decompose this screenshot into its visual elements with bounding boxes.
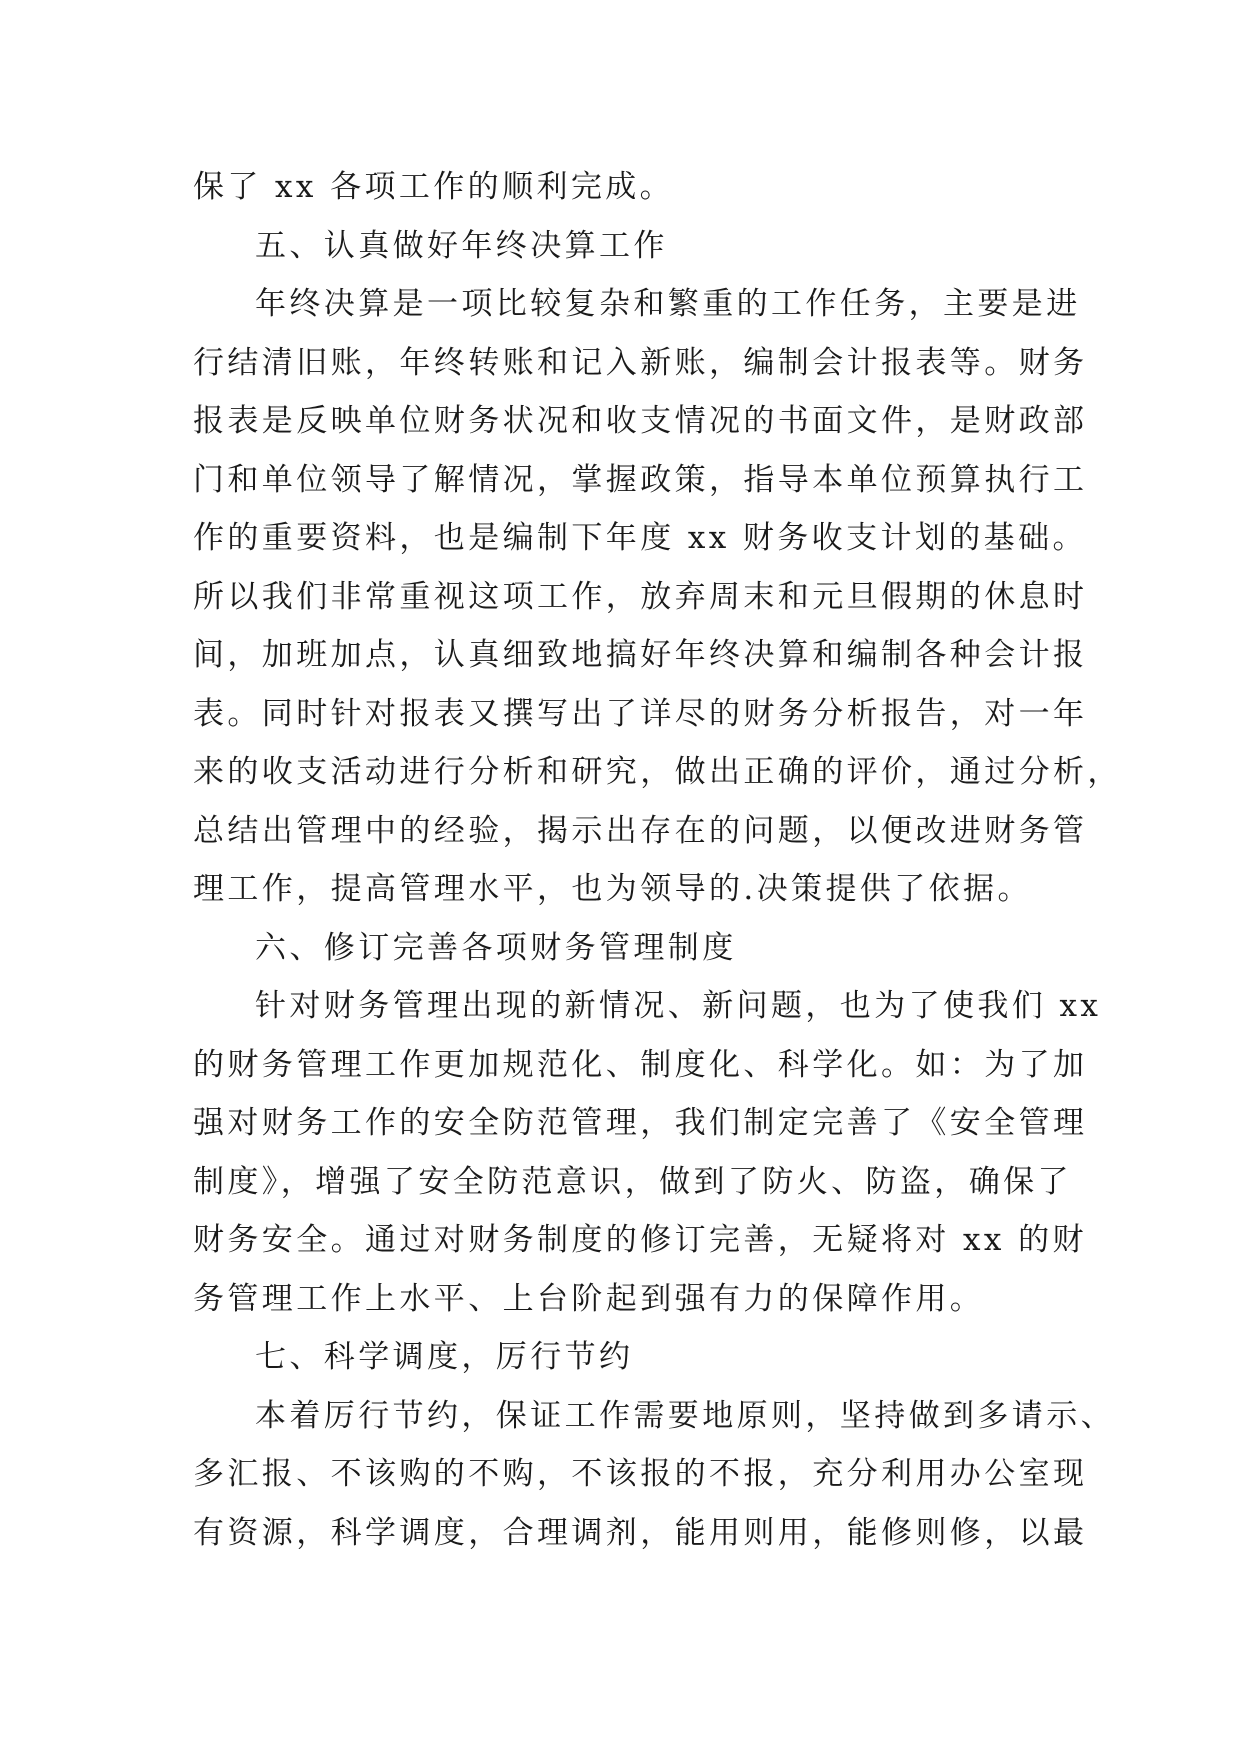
paragraph-line: 财务安全。通过对财务制度的修订完善，无疑将对 xx 的财	[193, 1222, 1087, 1258]
paragraph-line: 间，加班加点，认真细致地搞好年终决算和编制各种会计报	[193, 637, 1088, 673]
paragraph-line: 多汇报、不该购的不购，不该报的不报，充分利用办公室现	[193, 1456, 1088, 1492]
paragraph-line: 务管理工作上水平、上台阶起到强有力的保障作用。	[193, 1280, 985, 1317]
paragraph-line: 来的收支活动进行分析和研究，做出正确的评价，通过分析，	[193, 754, 1122, 790]
paragraph-line: 所以我们非常重视这项工作，放弃周末和元旦假期的休息时	[193, 578, 1088, 615]
paragraph-line: 表。同时针对报表又撰写出了详尽的财务分析报告，对一年	[193, 695, 1088, 732]
section-heading: 七、科学调度，厉行节约	[255, 1339, 634, 1375]
paragraph-line: 本着厉行节约，保证工作需要地原则，坚持做到多请示、	[255, 1397, 1115, 1434]
paragraph-line: 的财务管理工作更加规范化、制度化、科学化。如：为了加	[193, 1046, 1088, 1083]
paragraph-line: 强对财务工作的安全防范管理，我们制定完善了《安全管理	[193, 1105, 1088, 1141]
body-text	[193, 158, 1122, 1562]
paragraph-line: 有资源，科学调度，合理调剂，能用则用，能修则修，以最	[193, 1514, 1088, 1551]
paragraph-line: 针对财务管理出现的新情况、新问题，也为了使我们 xx	[255, 988, 1102, 1024]
section-heading: 六、修订完善各项财务管理制度	[255, 929, 737, 966]
section-heading: 五、认真做好年终决算工作	[255, 227, 668, 264]
paragraph-line: 年终决算是一项比较复杂和繁重的工作任务，主要是进	[255, 286, 1081, 322]
paragraph-line: 保了 xx 各项工作的顺利完成。	[193, 169, 675, 205]
paragraph-line: 门和单位领导了解情况，掌握政策，指导本单位预算执行工	[193, 461, 1088, 498]
paragraph-line: 报表是反映单位财务状况和收支情况的书面文件，是财政部	[193, 403, 1088, 439]
paragraph-line: 总结出管理中的经验，揭示出存在的问题，以便改进财务管	[193, 812, 1088, 849]
paragraph-line: 制度》，增强了安全防范意识，做到了防火、防盗，确保了	[193, 1163, 1072, 1200]
paragraph-line: 作的重要资料，也是编制下年度 xx 财务收支计划的基础。	[193, 520, 1087, 556]
paragraph-line: 理工作，提高管理水平，也为领导的.决策提供了依据。	[193, 871, 1032, 907]
paragraph-line: 行结清旧账，年终转账和记入新账，编制会计报表等。财务	[193, 344, 1088, 381]
